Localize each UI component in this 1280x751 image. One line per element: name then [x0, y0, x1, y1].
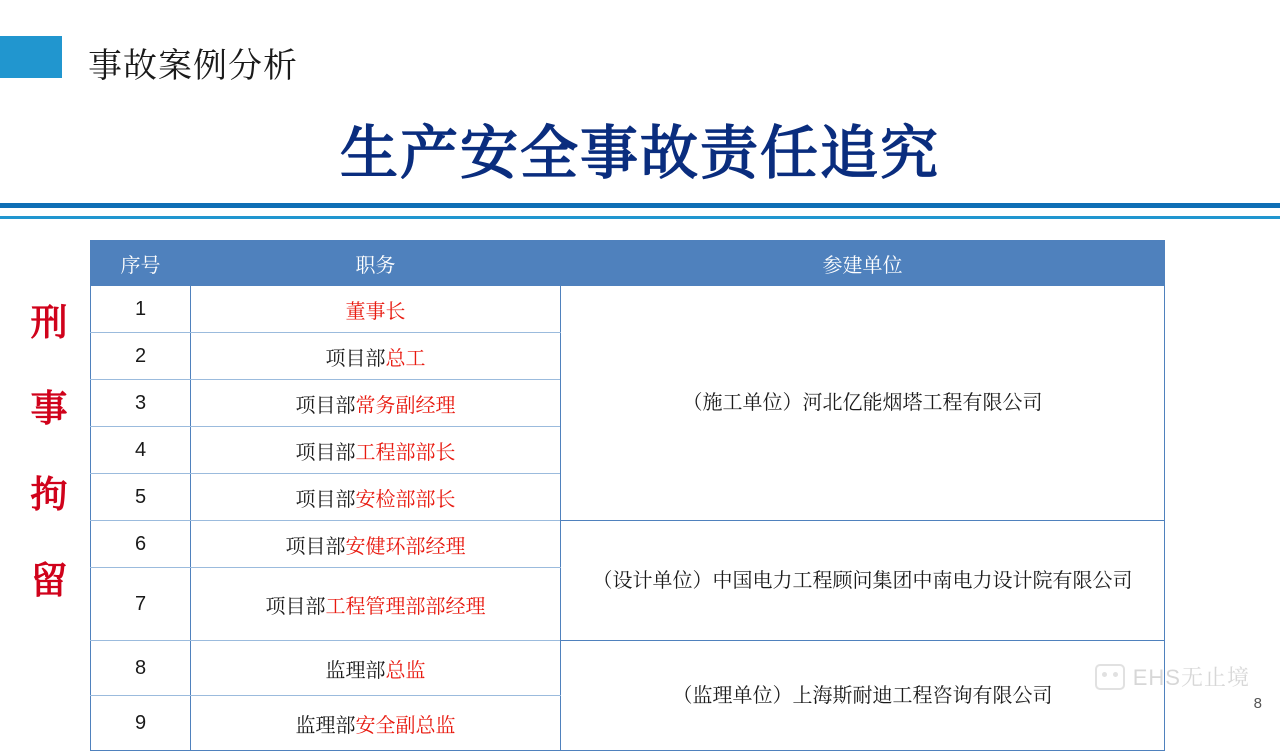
divider-line-secondary	[0, 216, 1280, 219]
cell-no: 4	[91, 427, 191, 474]
page-title: 生产安全事故责任追究	[339, 121, 940, 186]
post-red-text: 工程管理部部经理	[325, 595, 486, 618]
cell-post	[191, 521, 561, 568]
watermark	[1095, 661, 1250, 692]
divider-line-primary	[0, 203, 1280, 208]
header-title: 事故案例分析	[88, 47, 298, 85]
left-label-char-2: 事	[30, 388, 68, 429]
post-black-text: 项目部	[295, 394, 356, 417]
cell-no: 7	[91, 568, 191, 641]
post-red-text: 常务副经理	[355, 394, 456, 417]
post-black-text: 监理部	[295, 714, 356, 737]
cell-no: 2	[91, 333, 191, 380]
post-red-text: 工程部部长	[355, 441, 456, 464]
cell-post	[191, 568, 561, 641]
cell-post	[191, 380, 561, 427]
cell-post	[191, 427, 561, 474]
post-black-text: 项目部	[285, 535, 346, 558]
table-row	[91, 286, 1165, 333]
header-accent-bar	[0, 36, 62, 78]
left-label-char-1: 刑	[30, 302, 68, 343]
cell-post	[191, 333, 561, 380]
page-number: 8	[1253, 695, 1262, 712]
left-label-char-4: 留	[30, 560, 68, 601]
cell-no: 1	[91, 286, 191, 333]
column-header-no: 序号	[91, 241, 191, 286]
column-header-unit: 参建单位	[561, 241, 1165, 286]
cell-unit-supervision: （监理单位）上海斯耐迪工程咨询有限公司	[561, 641, 1165, 751]
left-vertical-label	[20, 280, 78, 624]
cell-unit-design: （设计单位）中国电力工程顾问集团中南电力设计院有限公司	[561, 521, 1165, 641]
wechat-icon	[1095, 664, 1125, 690]
post-black-text: 项目部	[295, 441, 356, 464]
table-row	[91, 641, 1165, 696]
table-row	[91, 521, 1165, 568]
post-black-text: 项目部	[295, 488, 356, 511]
cell-post	[191, 696, 561, 751]
column-header-post: 职务	[191, 241, 561, 286]
responsibility-table	[90, 240, 1165, 751]
cell-unit-construction: （施工单位）河北亿能烟塔工程有限公司	[561, 286, 1165, 521]
cell-post	[191, 641, 561, 696]
post-black-text: 监理部	[325, 659, 386, 682]
post-red-text: 安检部部长	[355, 488, 456, 511]
post-red-text: 董事长	[345, 300, 406, 323]
cell-no: 9	[91, 696, 191, 751]
cell-no: 6	[91, 521, 191, 568]
post-red-text: 安全副总监	[355, 714, 456, 737]
post-red-text: 总工	[385, 347, 426, 370]
cell-post	[191, 286, 561, 333]
cell-no: 8	[91, 641, 191, 696]
cell-no: 3	[91, 380, 191, 427]
post-red-text: 总监	[385, 659, 426, 682]
table-header-row	[91, 241, 1165, 286]
cell-post	[191, 474, 561, 521]
left-label-char-3: 拘	[30, 474, 68, 515]
watermark-text: EHS无止境	[1132, 665, 1250, 690]
post-black-text: 项目部	[325, 347, 386, 370]
post-red-text: 安健环部经理	[345, 535, 466, 558]
post-black-text: 项目部	[265, 595, 326, 618]
cell-no: 5	[91, 474, 191, 521]
